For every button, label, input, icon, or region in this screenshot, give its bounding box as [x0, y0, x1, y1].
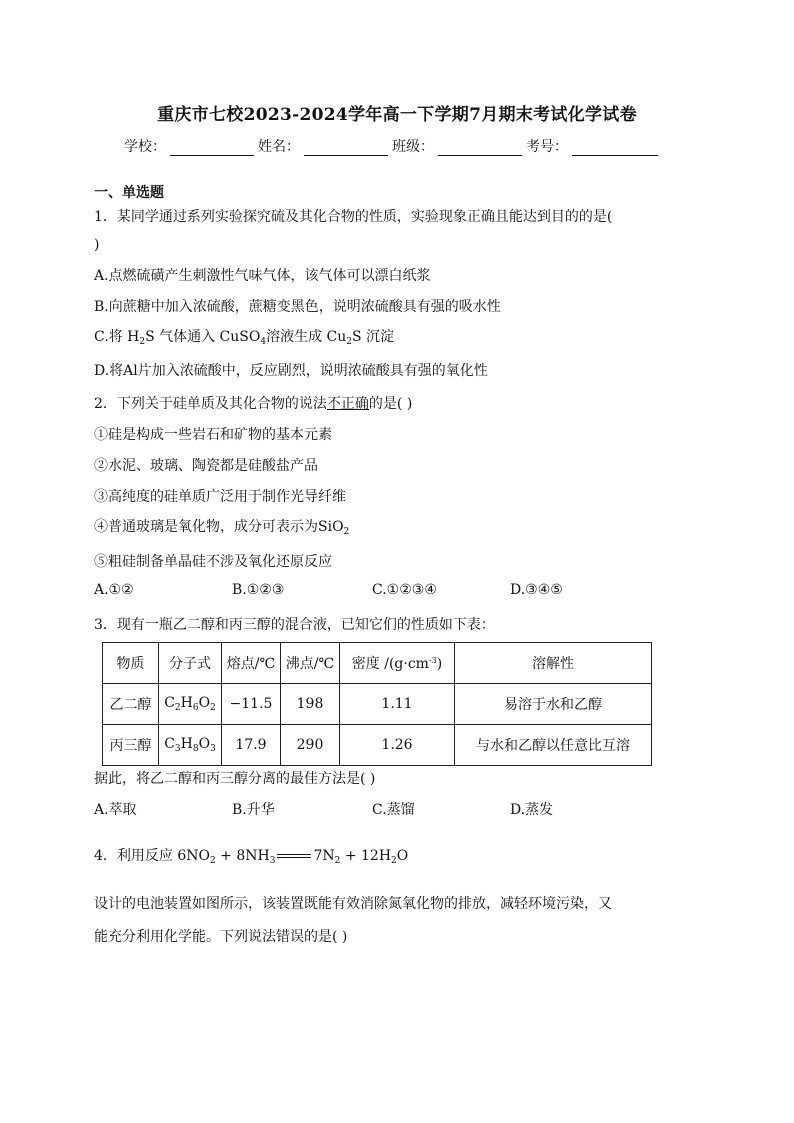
row1-name: 乙二醇 — [103, 684, 159, 725]
header-boiling-point: 沸点/℃ — [281, 643, 340, 684]
row1-solubility: 易溶于水和乙醇 — [455, 684, 652, 725]
q2-statement-2: ②水泥、玻璃、陶瓷都是硅酸盐产品 — [94, 458, 318, 474]
student-info-row — [124, 136, 662, 156]
properties-table — [102, 642, 652, 766]
q1-option-c: C.将 $H_2S$ 气体通入 CuSO$_4$溶液生成 $Cu_2S$ 沉淀 — [94, 329, 395, 347]
class-blank — [438, 140, 522, 156]
q2-statement-1: ①硅是构成一些岩石和矿物的基本元素 — [94, 427, 332, 443]
q3-stem: 3．现有一瓶乙二醇和丙三醇的混合液，已知它们的性质如下表： — [94, 617, 495, 633]
row1-density: 1.11 — [340, 684, 455, 725]
row2-boiling-point: 290 — [281, 725, 340, 766]
id-label: 考号： — [526, 139, 568, 155]
q2-statement-5: ⑤粗硅制备单晶硅不涉及氧化还原反应 — [94, 554, 332, 570]
q2-option-a: A.①② — [94, 582, 134, 598]
school-label: 学校： — [124, 139, 166, 155]
q4-description-line2: 能充分利用化学能。下列说法错误的是( ) — [94, 929, 348, 945]
q2-stem: 2．下列关于硅单质及其化合物的说法不正确的是( ) — [94, 396, 413, 412]
section-heading: 一、单选题 — [94, 185, 164, 201]
q4-description-line1: 设计的电池装置如图所示，该装置既能有效消除氮氧化物的排放，减轻环境污染，又 — [94, 896, 612, 912]
q1-option-d: D.将Al片加入浓硫酸中，反应剧烈，说明浓硫酸具有强的氧化性 — [94, 363, 488, 379]
row1-boiling-point: 198 — [281, 684, 340, 725]
q3-option-d: D.蒸发 — [510, 802, 554, 818]
row2-melting-point: 17.9 — [222, 725, 281, 766]
q2-option-b: B.①②③ — [232, 582, 285, 598]
q3-option-a: A.萃取 — [94, 802, 137, 818]
name-label: 姓名： — [258, 139, 300, 155]
q1-stem-line2: ) — [94, 237, 100, 253]
id-blank — [572, 140, 658, 156]
q2-emphasis: 不正确 — [326, 396, 369, 412]
header-substance: 物质 — [103, 643, 159, 684]
header-density: 密度 $/(g\cdot cm^{-3})$ — [340, 643, 455, 684]
q2-option-c: C.①②③④ — [372, 582, 437, 598]
row1-formula: $C_2H_6O_2$ — [159, 684, 222, 725]
q2-option-d: D.③④⑤ — [510, 582, 563, 598]
q1-option-b: B.向蔗糖中加入浓硫酸，蔗糖变黑色，说明浓硫酸具有强的吸水性 — [94, 299, 501, 315]
row2-solubility: 与水和乙醇以任意比互溶 — [455, 725, 652, 766]
row2-name: 丙三醇 — [103, 725, 159, 766]
name-blank — [304, 140, 388, 156]
q2-statement-3: ③高纯度的硅单质广泛用于制作光导纤维 — [94, 489, 346, 505]
school-blank — [170, 140, 254, 156]
row1-melting-point: −11.5 — [222, 684, 281, 725]
q1-option-a: A.点燃硫磺产生刺激性气味气体，该气体可以漂白纸浆 — [94, 268, 431, 284]
header-solubility: 溶解性 — [455, 643, 652, 684]
row2-formula: $C_3H_8O_3$ — [159, 725, 222, 766]
q3-option-b: B.升华 — [232, 802, 275, 818]
table-row — [103, 725, 652, 766]
row2-density: 1.26 — [340, 725, 455, 766]
class-label: 班级： — [392, 139, 434, 155]
header-formula: 分子式 — [159, 643, 222, 684]
table-row — [103, 684, 652, 725]
table-header-row — [103, 643, 652, 684]
q4-stem: 4．利用反应 $6NO_2 + 8NH_3$ $7N_2 + 12H_2O$ — [94, 848, 409, 866]
q3-question: 据此，将乙二醇和丙三醇分离的最佳方法是( ) — [94, 771, 376, 787]
q1-stem-line1: 1．某同学通过系列实验探究硫及其化合物的性质，实验现象正确且能达到目的的是( — [94, 209, 613, 225]
q3-option-c: C.蒸馏 — [372, 802, 415, 818]
q2-statement-4: ④普通玻璃是氧化物，成分可表示为SiO$_2$ — [94, 519, 350, 537]
page-title: 重庆市七校2023-2024学年高一下学期7月期末考试化学试卷 — [157, 105, 637, 125]
header-melting-point: 熔点/℃ — [222, 643, 281, 684]
